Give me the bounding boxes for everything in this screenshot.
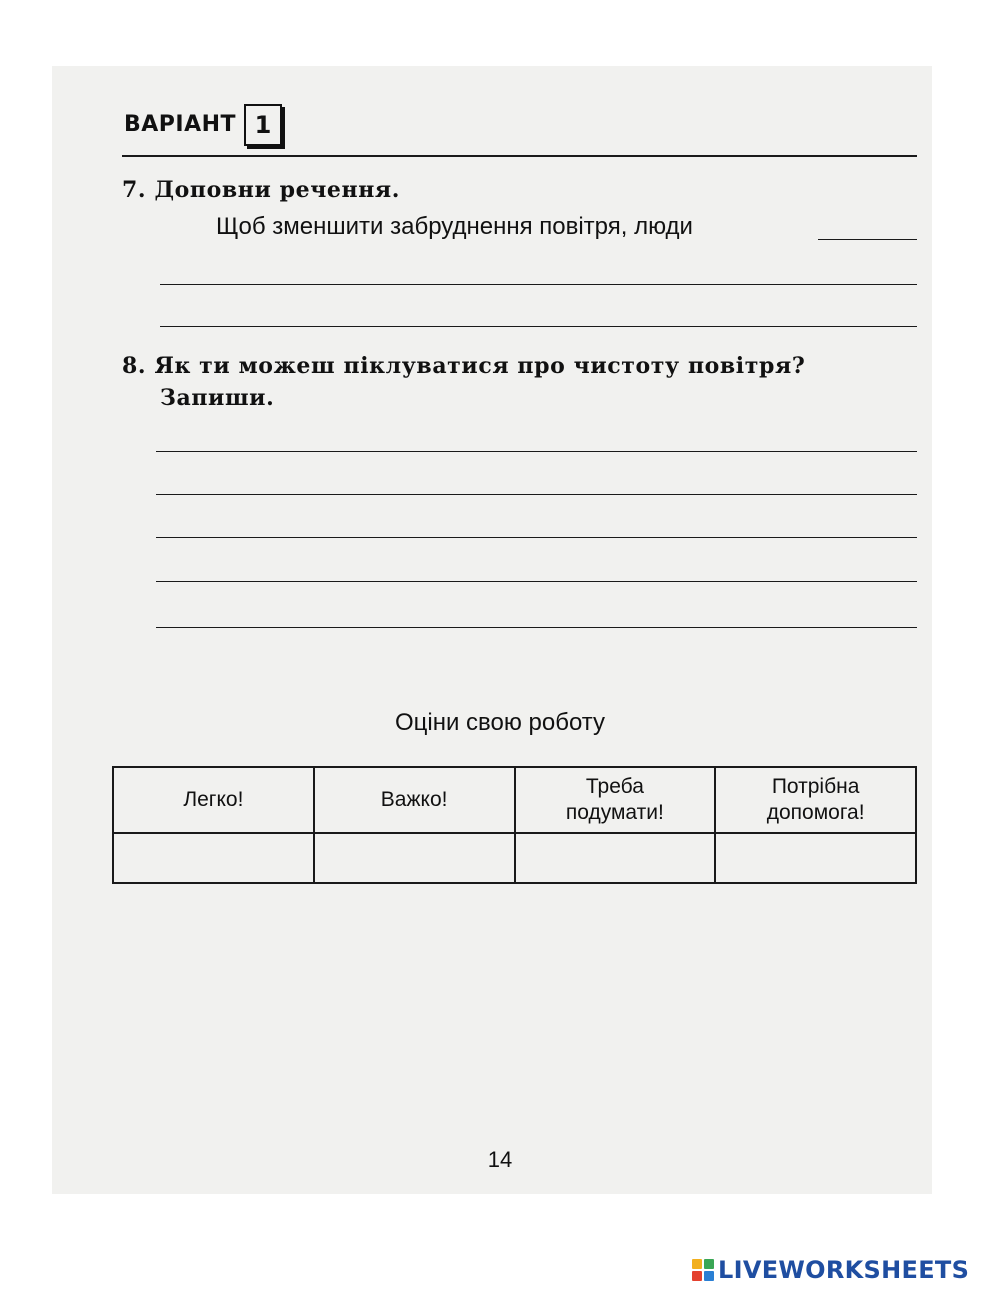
rating-header-easy: Легко!	[113, 767, 314, 833]
task7-number: 7.	[122, 177, 147, 203]
task8-answer-line[interactable]	[156, 627, 917, 628]
task8-number: 8.	[122, 353, 147, 379]
rating-header-hard: Важко!	[314, 767, 515, 833]
header-divider	[122, 155, 917, 157]
page-number: 14	[487, 1147, 513, 1172]
task8-instruction: Запиши.	[160, 385, 275, 411]
self-assessment-title: Оціни свою роботу	[394, 709, 606, 736]
variant-number: 1	[244, 104, 282, 146]
liveworksheets-brand	[692, 1255, 969, 1285]
task7-title: Доповни речення.	[154, 177, 401, 203]
task7-answer-line[interactable]	[160, 326, 917, 327]
rating-header-help: Потрібна допомога!	[715, 767, 916, 833]
task8-heading	[122, 350, 805, 382]
task7-sentence: Щоб зменшити забруднення повітря, люди	[216, 213, 693, 240]
task8-answer-line[interactable]	[156, 581, 917, 582]
task8-answer-line[interactable]	[156, 451, 917, 452]
task7-answer-line[interactable]	[160, 284, 917, 285]
task8-answer-line[interactable]	[156, 494, 917, 495]
task8-question: Як ти можеш піклуватися про чистоту повітря?	[154, 353, 806, 379]
rating-cell-easy[interactable]	[113, 833, 314, 883]
rating-cell-think[interactable]	[515, 833, 716, 883]
rating-cell-help[interactable]	[715, 833, 916, 883]
rating-header-think: Треба подумати!	[515, 767, 716, 833]
task7-answer-line[interactable]	[818, 239, 917, 240]
rating-cell-hard[interactable]	[314, 833, 515, 883]
task8-answer-line[interactable]	[156, 537, 917, 538]
variant-label: ВАРІАНТ	[124, 112, 237, 137]
brand-name: LIVEWORKSHEETS	[718, 1256, 970, 1284]
self-assessment-table	[112, 766, 917, 884]
task7-heading	[122, 174, 400, 206]
liveworksheets-logo-icon	[692, 1259, 714, 1281]
